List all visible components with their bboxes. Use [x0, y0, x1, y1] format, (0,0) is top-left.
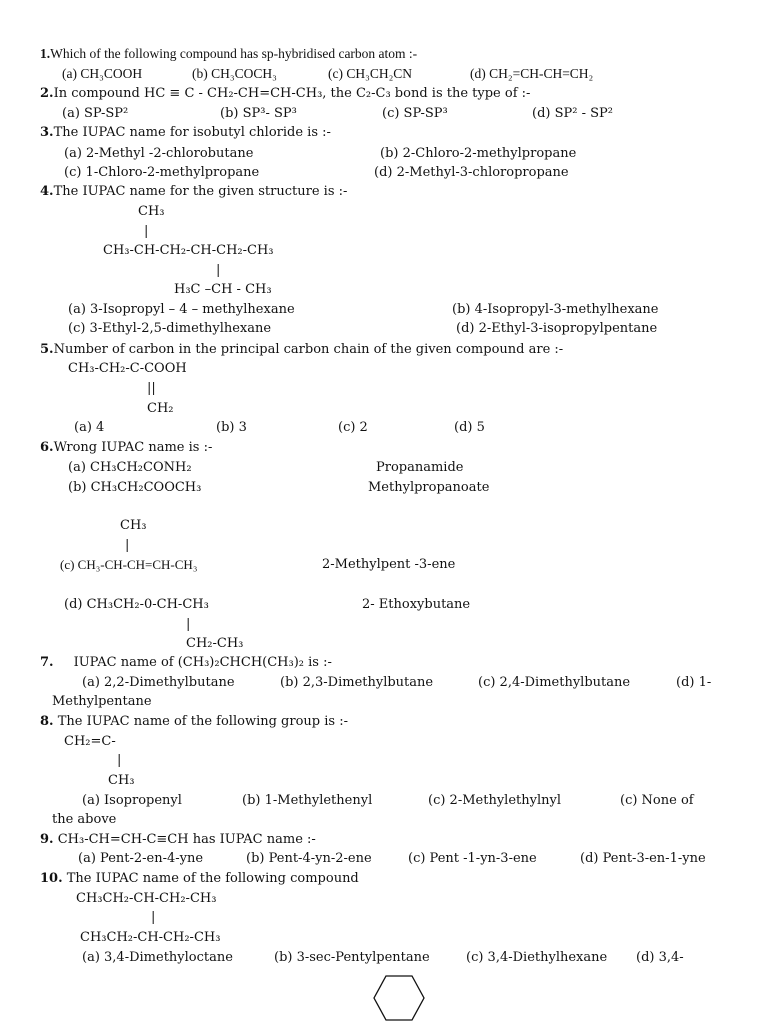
option-c: (c) CH₃CH₂CN	[328, 66, 413, 81]
option-c: (c) 1-Chloro-2-methylpropane	[64, 165, 260, 180]
option-d-wrap: Methylpentane	[52, 694, 152, 709]
question-number: 3.	[40, 125, 54, 140]
option-c: (c) 2	[338, 420, 368, 435]
question-10	[40, 871, 359, 887]
option-a: (a) Isopropenyl	[82, 793, 182, 808]
question-number: 10.	[40, 871, 63, 886]
question-number: 9.	[40, 832, 54, 847]
option-d: (d) 2-Methyl-3-chloropropane	[374, 165, 569, 180]
structure-line: CH₃	[138, 204, 165, 219]
option-b-name: Methylpropanoate	[368, 480, 490, 495]
option-d: (d) SP² - SP²	[532, 106, 613, 121]
question-2	[40, 86, 530, 102]
question-number: 6.	[40, 440, 54, 455]
bond-line: |	[151, 910, 156, 925]
option-d: (d) 5	[454, 420, 485, 435]
bond-line: |	[186, 617, 191, 632]
option-d: (d) Pent-3-en-1-yne	[580, 851, 706, 866]
question-number: 1.	[40, 46, 51, 61]
structure-line: CH₃-CH₂-C-COOH	[68, 361, 187, 376]
question-number: 5.	[40, 342, 54, 357]
structure-line: CH₂=C-	[64, 734, 116, 749]
question-number: 4.	[40, 184, 54, 199]
bond-line: |	[117, 753, 122, 768]
question-number: 8.	[40, 714, 54, 729]
option-d-name: 2- Ethoxybutane	[362, 597, 471, 612]
question-number: 2.	[40, 86, 54, 101]
question-9	[40, 832, 316, 848]
question-number: 7.	[40, 655, 54, 670]
option-b: (b) CH₃COCH₃	[192, 66, 277, 81]
option-d: (d) 2-Ethyl-3-isopropylpentane	[456, 321, 658, 336]
question-4	[40, 184, 347, 200]
option-c: (c) 2-Methylethylnyl	[428, 793, 561, 808]
option-a: (a) 3,4-Dimethyloctane	[82, 950, 233, 965]
option-c: (c) Pent -1-yn-3-ene	[408, 851, 537, 866]
option-d: (c) None of	[620, 793, 694, 808]
option-c: (c) SP-SP³	[382, 106, 448, 121]
question-7	[40, 655, 332, 671]
question-text: Which of the following compound has sp-hybridised carbon atom :-	[50, 46, 418, 61]
structure-line: CH₃CH₂-CH-CH₂-CH₃	[76, 891, 217, 906]
option-a: (a) SP-SP²	[62, 106, 129, 121]
bond-line: |	[216, 263, 221, 278]
question-text: The IUPAC name of the following group is :-	[57, 714, 348, 729]
option-c-formula: (c) CH₃-CH-CH=CH-CH₃	[60, 557, 198, 572]
structure-line: CH₂-CH₃	[186, 636, 244, 651]
question-text: CH₃-CH=CH-C≡CH has IUPAC name :-	[57, 832, 316, 847]
question-text: In compound HC ≡ C - CH₂-CH=CH-CH₃, the C₂-C₃ bond is the type of :-	[53, 86, 531, 101]
option-b: (b) 3-sec-Pentylpentane	[274, 950, 430, 965]
option-a: (a) 2,2-Dimethylbutane	[82, 675, 235, 690]
question-text: Number of carbon in the principal carbon chain of the given compound are :-	[53, 342, 564, 357]
option-b: (b) 2,3-Dimethylbutane	[280, 675, 434, 690]
structure-line: H₃C –CH - CH₃	[174, 282, 272, 297]
question-text: Wrong IUPAC name is :-	[53, 440, 213, 455]
question-text: IUPAC name of (CH₃)₂CHCH(CH₃)₂ is :-	[73, 655, 332, 670]
option-a: (a) Pent-2-en-4-yne	[78, 851, 204, 866]
structure-line: CH₃-CH-CH₂-CH-CH₂-CH₃	[103, 243, 274, 258]
bond-line: ||	[147, 381, 156, 396]
option-b: (b) Pent-4-yn-2-ene	[246, 851, 372, 866]
option-c: (c) 2,4-Dimethylbutane	[478, 675, 631, 690]
option-b: (b) 4-Isopropyl-3-methylhexane	[452, 302, 659, 317]
option-d-formula: (d) CH₃CH₂-0-CH-CH₃	[64, 597, 209, 612]
option-c: (c) 3-Ethyl-2,5-dimethylhexane	[68, 321, 272, 336]
option-d: (d) 3,4-	[636, 950, 684, 965]
option-d: (d) 1-	[676, 675, 712, 690]
question-text: The IUPAC name of the following compound	[66, 871, 359, 886]
option-b: (b) 1-Methylethenyl	[242, 793, 373, 808]
option-a: (a) 4	[74, 420, 105, 435]
question-3	[40, 125, 331, 141]
option-a-formula: (a) CH₃CH₂CONH₂	[68, 460, 192, 475]
option-a: (a) CH₃COOH	[62, 66, 143, 81]
bond-line: |	[144, 224, 149, 239]
option-b: (b) SP³- SP³	[220, 106, 297, 121]
structure-line: CH₂	[147, 401, 174, 416]
bond-line: |	[125, 538, 130, 553]
question-8	[40, 714, 348, 730]
option-d: (d) CH₂=CH-CH=CH₂	[470, 66, 594, 81]
question-6	[40, 440, 212, 456]
structure-line: CH₃CH₂-CH-CH₂-CH₃	[80, 930, 221, 945]
option-c-name: 2-Methylpent -3-ene	[322, 557, 456, 572]
option-b: (b) 2-Chloro-2-methylpropane	[380, 146, 577, 161]
option-b: (b) 3	[216, 420, 247, 435]
option-a-name: Propanamide	[376, 460, 464, 475]
option-a: (a) 3-Isopropyl – 4 – methylhexane	[68, 302, 295, 317]
structure-line: CH₃	[108, 773, 135, 788]
option-a: (a) 2-Methyl -2-chlorobutane	[64, 146, 254, 161]
question-1	[40, 46, 417, 62]
hexagon-icon	[372, 974, 426, 1024]
question-5	[40, 342, 563, 358]
option-b-formula: (b) CH₃CH₂COOCH₃	[68, 480, 202, 495]
structure-line: CH₃	[120, 518, 147, 533]
question-text: The IUPAC name for isobutyl chloride is :-	[53, 125, 331, 140]
option-d-wrap: the above	[52, 812, 117, 827]
question-text: The IUPAC name for the given structure is :-	[53, 184, 348, 199]
option-c: (c) 3,4-Diethylhexane	[466, 950, 608, 965]
